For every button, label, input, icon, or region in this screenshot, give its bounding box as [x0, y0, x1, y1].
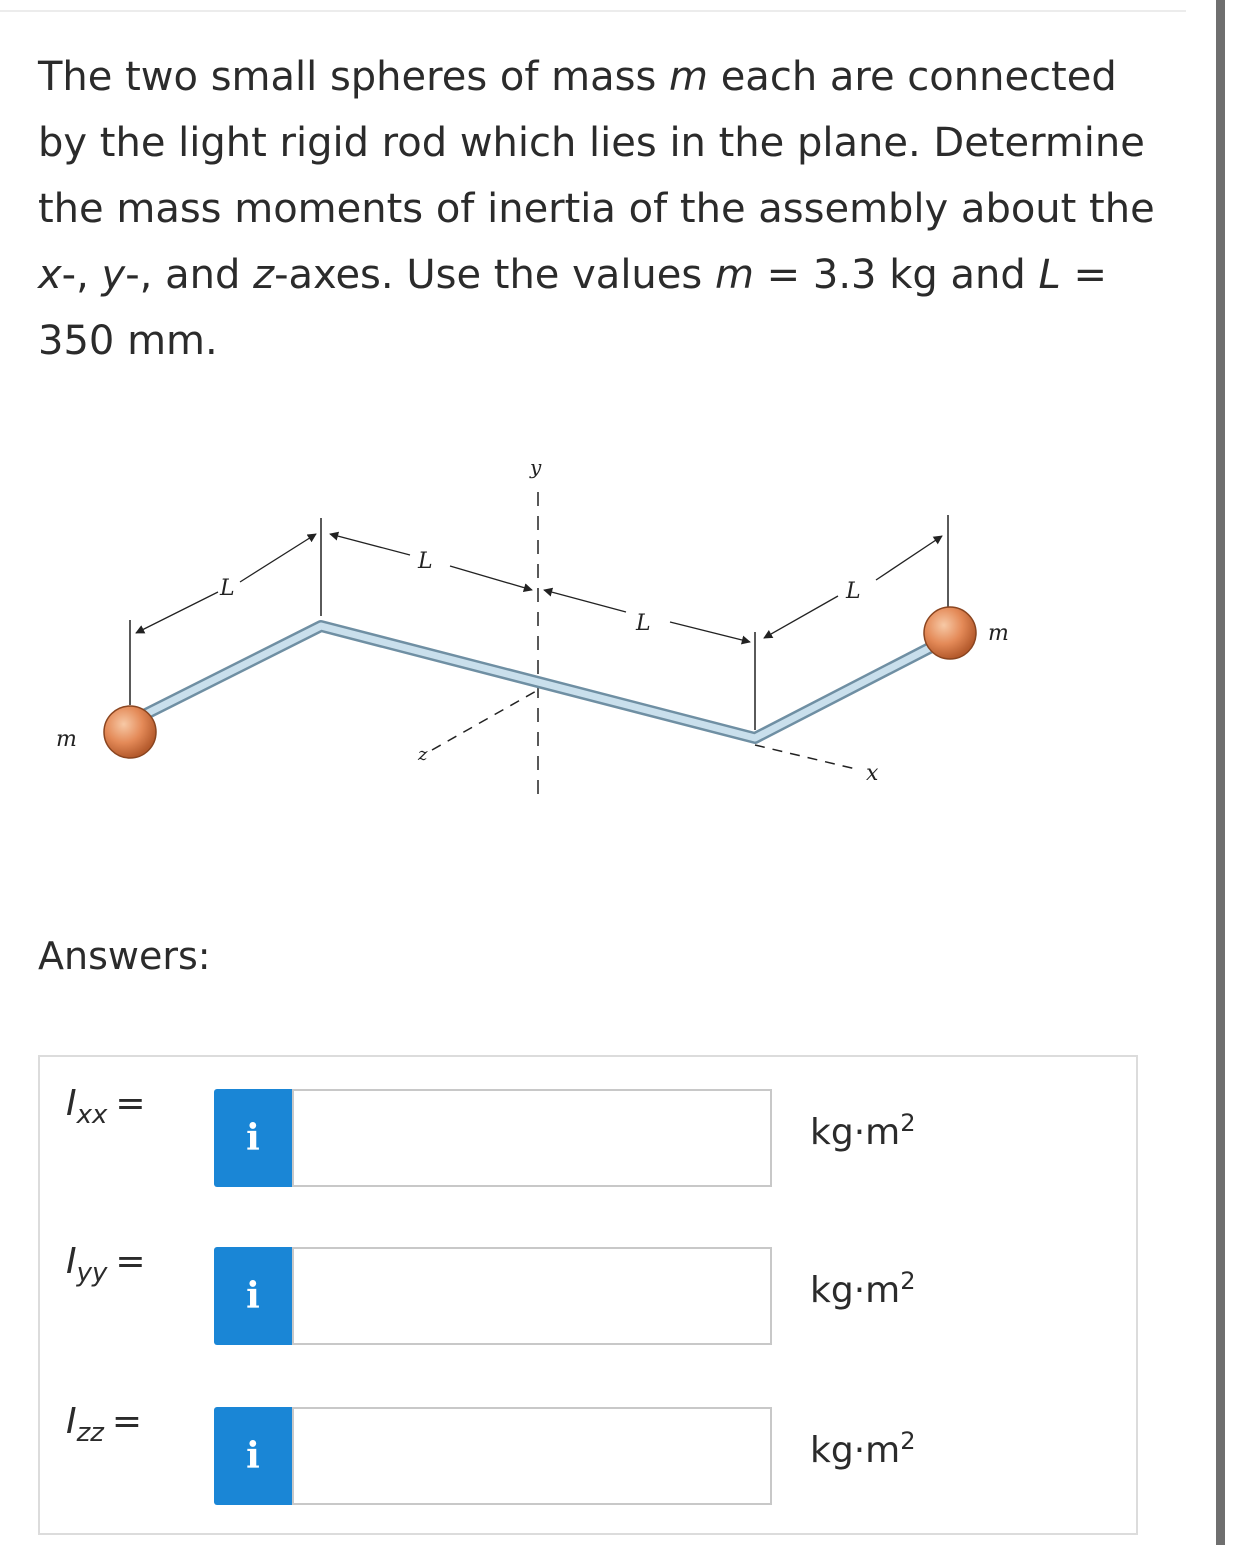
answer-label: $I_{zz}$ =	[66, 1401, 143, 1449]
iyy-input[interactable]	[292, 1247, 772, 1345]
x-axis	[755, 745, 860, 770]
answer-row-izz	[40, 1375, 1136, 1477]
label-L: L	[846, 579, 861, 604]
unit-label: $kg\cdot m^2$	[810, 1109, 916, 1153]
label-L: L	[418, 549, 433, 574]
problem-statement: The two small spheres of mass m each are connected by the light rigid rod which lies in the plane. Determine the mass moments of inertia of the assembly about the x-, y-, and z-axes. Use the values m = 3.3 kg and L = 350 mm.	[38, 54, 1155, 364]
answer-label: $I_{xx}$ =	[66, 1083, 146, 1131]
dimension-arrow	[330, 534, 410, 555]
izz-input[interactable]	[292, 1407, 772, 1505]
info-button[interactable]	[214, 1247, 292, 1345]
scrollbar[interactable]	[1216, 0, 1225, 1545]
dimension-arrow	[240, 534, 316, 582]
rod-assembly-figure	[40, 440, 1040, 820]
label-axis-x: x	[866, 761, 879, 786]
info-button[interactable]	[214, 1089, 292, 1187]
dimension-arrow	[764, 596, 838, 638]
unit-label: $kg\cdot m^2$	[810, 1267, 916, 1311]
info-icon: i	[246, 1435, 260, 1477]
answer-label: $I_{yy}$ =	[66, 1241, 146, 1289]
info-icon: i	[246, 1117, 260, 1159]
dimension-arrow	[670, 622, 750, 642]
label-axis-z: z	[418, 744, 428, 765]
info-button[interactable]	[214, 1407, 292, 1505]
label-m-right: m	[988, 621, 1009, 646]
answers-panel	[38, 1055, 1138, 1535]
dimension-arrow	[136, 592, 218, 633]
info-icon: i	[246, 1275, 260, 1317]
answers-heading: Answers:	[38, 934, 211, 978]
sphere-left	[104, 706, 156, 758]
dimension-arrow	[876, 536, 942, 580]
top-divider	[0, 10, 1186, 12]
sphere-right	[924, 607, 976, 659]
dimension-arrow	[544, 590, 626, 612]
ixx-input[interactable]	[292, 1089, 772, 1187]
answer-row-iyy	[40, 1215, 1136, 1317]
z-axis	[432, 690, 538, 750]
label-L: L	[636, 611, 651, 636]
label-axis-y: y	[530, 455, 542, 479]
label-m-left: m	[56, 727, 77, 752]
label-L: L	[220, 576, 235, 601]
dimension-arrow	[450, 566, 532, 590]
answer-row-ixx	[40, 1057, 1136, 1159]
unit-label: $kg\cdot m^2$	[810, 1427, 916, 1471]
